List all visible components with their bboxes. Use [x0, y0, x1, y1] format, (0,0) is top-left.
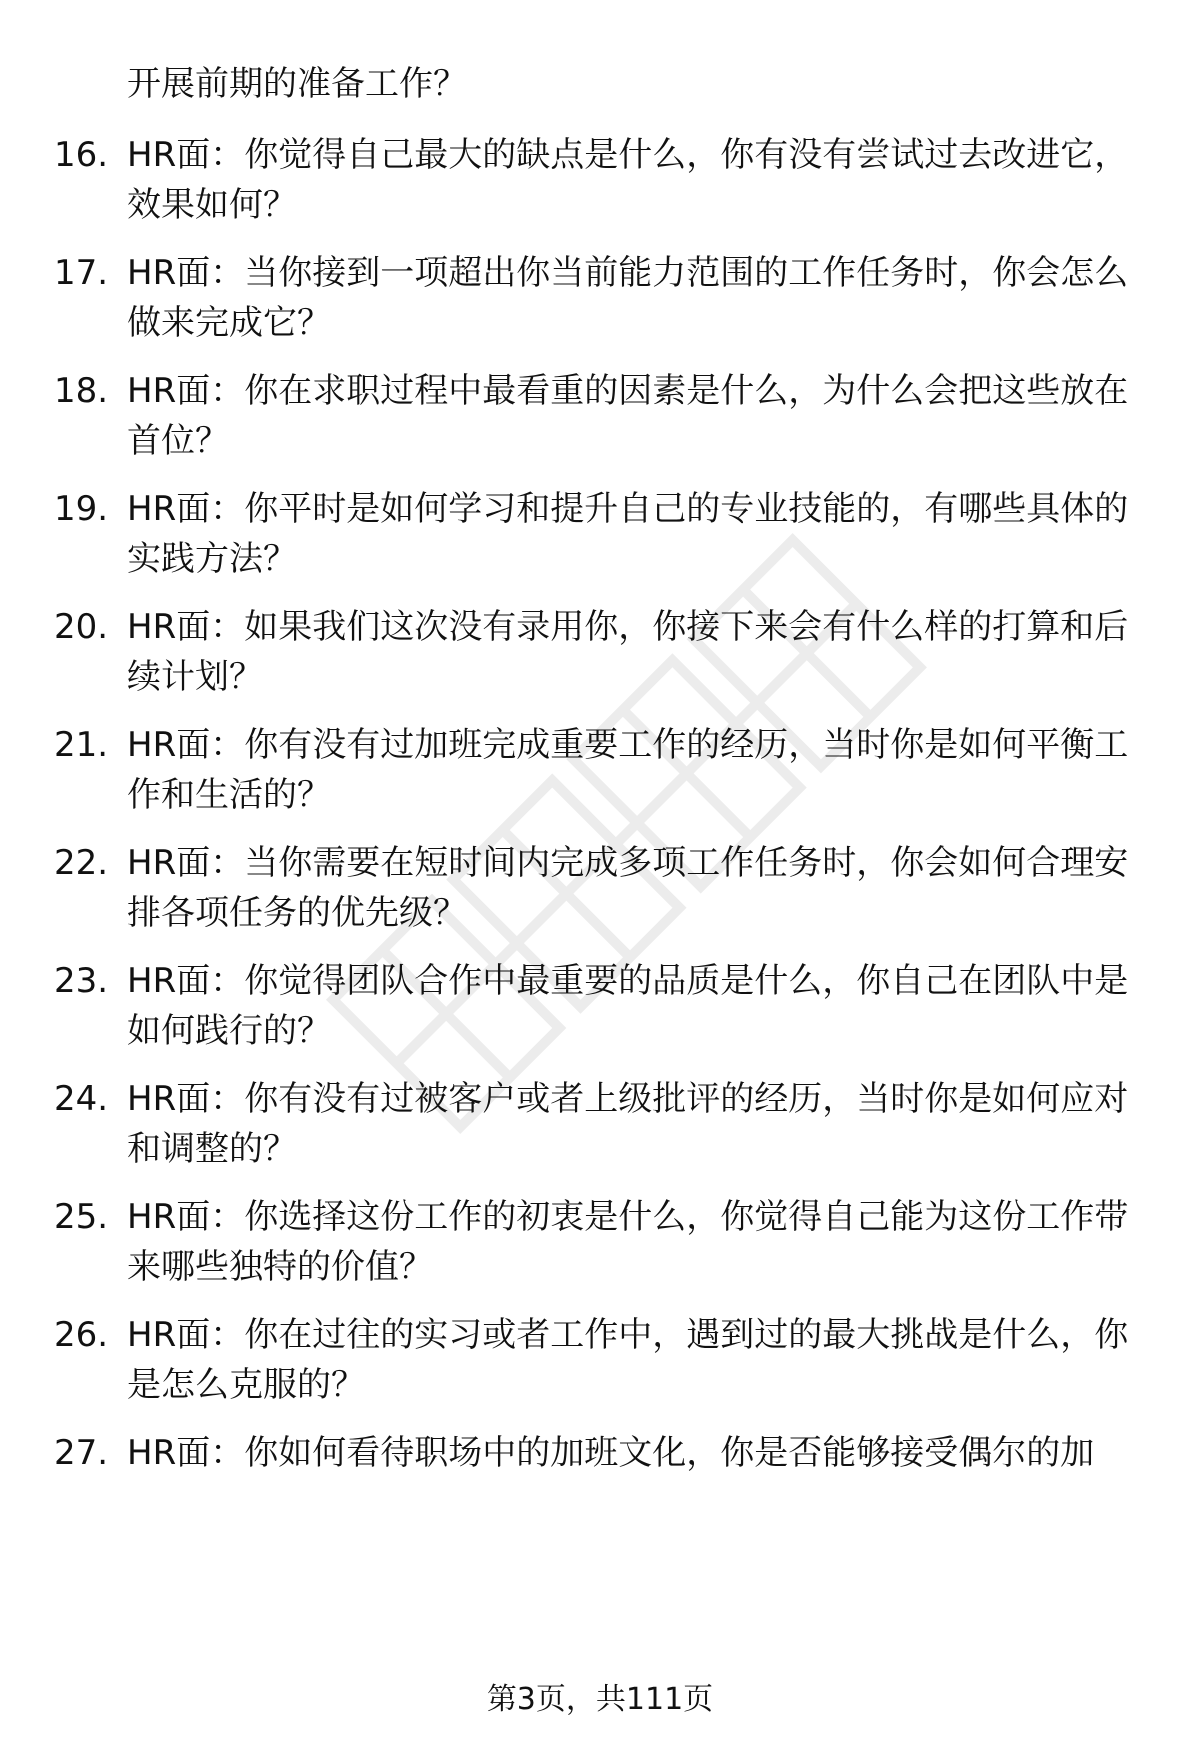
question-number: 25.	[54, 1197, 109, 1237]
page-footer: 第3页，共111页	[486, 1682, 714, 1717]
question-text: HR面：你在过往的实习或者工作中，遇到过的最大挑战是什么，你是怎么克服的？	[127, 1315, 1129, 1405]
question-text: HR面：你如何看待职场中的加班文化，你是否能够接受偶尔的加	[127, 1433, 1095, 1473]
question-text: HR面：如果我们这次没有录用你，你接下来会有什么样的打算和后续计划？	[127, 607, 1129, 697]
question-text: HR面：你有没有过加班完成重要工作的经历，当时你是如何平衡工作和生活的？	[127, 725, 1129, 815]
question-number: 18.	[54, 371, 109, 411]
question-number: 19.	[54, 489, 109, 529]
question-number: 21.	[54, 725, 109, 765]
question-text: HR面：当你需要在短时间内完成多项工作任务时，你会如何合理安排各项任务的优先级？	[127, 843, 1129, 933]
question-number: 27.	[54, 1433, 109, 1473]
question-text: HR面：你平时是如何学习和提升自己的专业技能的，有哪些具体的实践方法？	[127, 489, 1129, 579]
question-text: HR面：你有没有过被客户或者上级批评的经历，当时你是如何应对和调整的？	[127, 1079, 1129, 1169]
question-text: HR面：你在求职过程中最看重的因素是什么，为什么会把这些放在首位？	[127, 371, 1129, 461]
question-number: 17.	[54, 253, 109, 293]
question-text: HR面：当你接到一项超出你当前能力范围的工作任务时，你会怎么做来完成它？	[127, 253, 1129, 343]
question-number: 16.	[54, 135, 109, 175]
question-number: 26.	[54, 1315, 109, 1355]
question-text: HR面：你觉得自己最大的缺点是什么，你有没有尝试过去改进它，效果如何？	[127, 135, 1129, 225]
continuation-line: 开展前期的准备工作？	[127, 64, 467, 104]
question-number: 23.	[54, 961, 109, 1001]
question-number: 24.	[54, 1079, 109, 1119]
question-text: HR面：你选择这份工作的初衷是什么，你觉得自己能为这份工作带来哪些独特的价值？	[127, 1197, 1129, 1287]
question-number: 20.	[54, 607, 109, 647]
question-number: 22.	[54, 843, 109, 883]
question-text: HR面：你觉得团队合作中最重要的品质是什么，你自己在团队中是如何践行的？	[127, 961, 1129, 1051]
